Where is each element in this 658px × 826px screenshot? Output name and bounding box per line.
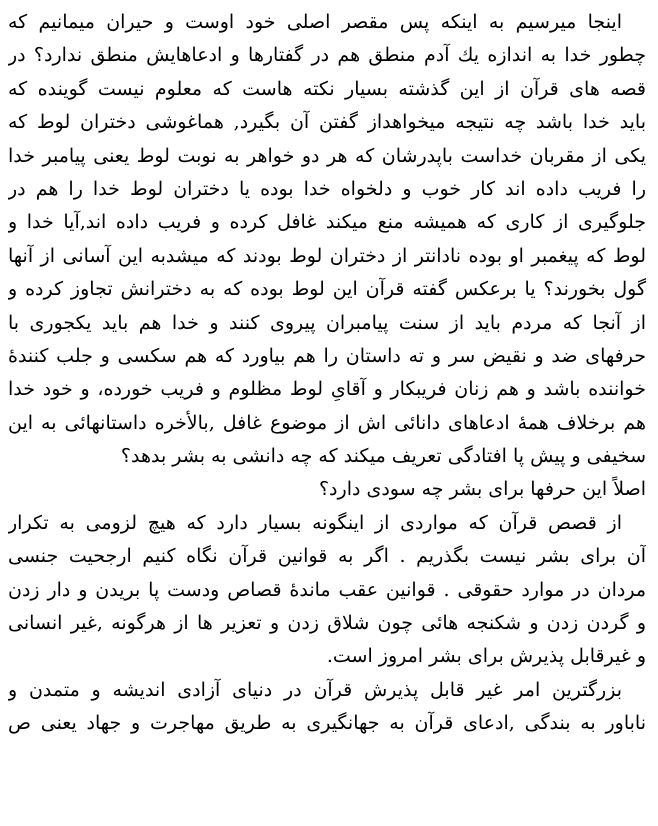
text-line-2: چطور خدا به اندازه یك آدم منطق هم در گفتارها و ادعاهایش منطق ندارد؟ در — [8, 44, 646, 67]
text-line-8: لوط که پیغمبر او بوده نادانتر از دختران لوط بودند که میشدبه این آسانی از آنها — [8, 244, 646, 267]
text-line-13: هم برخلاف همهٔ ادعاهای دانائی اش از موضوع غافل ,بالأخره داستانهائی به این — [8, 411, 646, 434]
text-line-10: از آنجا که مردم باید از سنت پیامبران پیروی کنند و خدا هم باید یکجوری با — [8, 311, 646, 334]
text-line-17: آن برای بشر نیست بگذریم . اگر به قوانین قرآن نگاه کنیم ارجحیت جنسی — [8, 545, 646, 568]
text-line-12: خواننده باشد و هم زنان فریبکار و آقایِ لوط مظلوم و فریب خورده، و خود خدا — [8, 378, 646, 401]
text-line-5: یکی از مقربان خداست باپدرشان که هر دو خواهر به نوبت لوط یعنی پیامبر خدا — [8, 144, 646, 167]
text-line-22: ناباور به بندگی ,ادعای قرآن به جهانگیری به طریق مهاجرت و جهاد یعنی ص — [8, 712, 646, 735]
text-line-19: و گردن زدن و شکنجه هائی چون شلاق زدن و تعزیر ها از هرگونه ,غیر انسانی — [8, 612, 646, 635]
text-line-4: باید خدا باشد چه نتیجه میخواهداز گفتن آن بگیرد, هماغوشی دختران لوط که — [8, 111, 646, 134]
text-line-15: اصلاً این حرفها برای بشر چه سودی دارد؟ — [318, 478, 646, 501]
text-line-20: و غیرقابل پذیرش برای بشر امروز است. — [326, 645, 646, 668]
text-line-1: اینجا میرسیم به اینکه پس مقصر اصلی خود اوست و حیران میمانیم که — [8, 11, 622, 33]
text-line-16: از قصص قرآن که مواردی از اینگونه بسیار دارد که هیچ لزومی به تکرار — [8, 511, 622, 534]
text-line-14: سخیفی و پیش پا افتادگی تعریف میکند که چه دانشی به بشر بدهد؟ — [120, 445, 646, 468]
text-line-18: مردان در موارد حقوقی . قوانین عقب ماندهٔ قصاص ودست پا بریدن و دار زدن — [8, 578, 646, 601]
text-line-11: حرفهای ضد و نقیض سر و ته داستان را هم بیاورد که هم سکسی و جلب کنندهٔ — [8, 344, 646, 367]
text-line-9: گول بخورند؟ یا برعکس گفته قرآن این لوط بوده که به دخترانش تجاوز کرده و — [8, 278, 646, 301]
text-line-21: بزرگترین امر غیر قابل پذیرش قرآن در دنیای آزادی اندیشه و متمدن و — [8, 678, 622, 701]
text-line-7: جلوگیری از کاری که همیشه منع میکند غافل کرده و فریب داده اند,آیا خدا و — [8, 211, 646, 234]
text-line-6: را فریب داده اند کار خوب و دلخواه خدا بوده یا دختران لوط خدا را هم در — [8, 177, 646, 200]
text-line-3: قصه های قرآن از این گذشته بسیار نکته هاست که معلوم نیست گوینده که — [8, 77, 646, 100]
